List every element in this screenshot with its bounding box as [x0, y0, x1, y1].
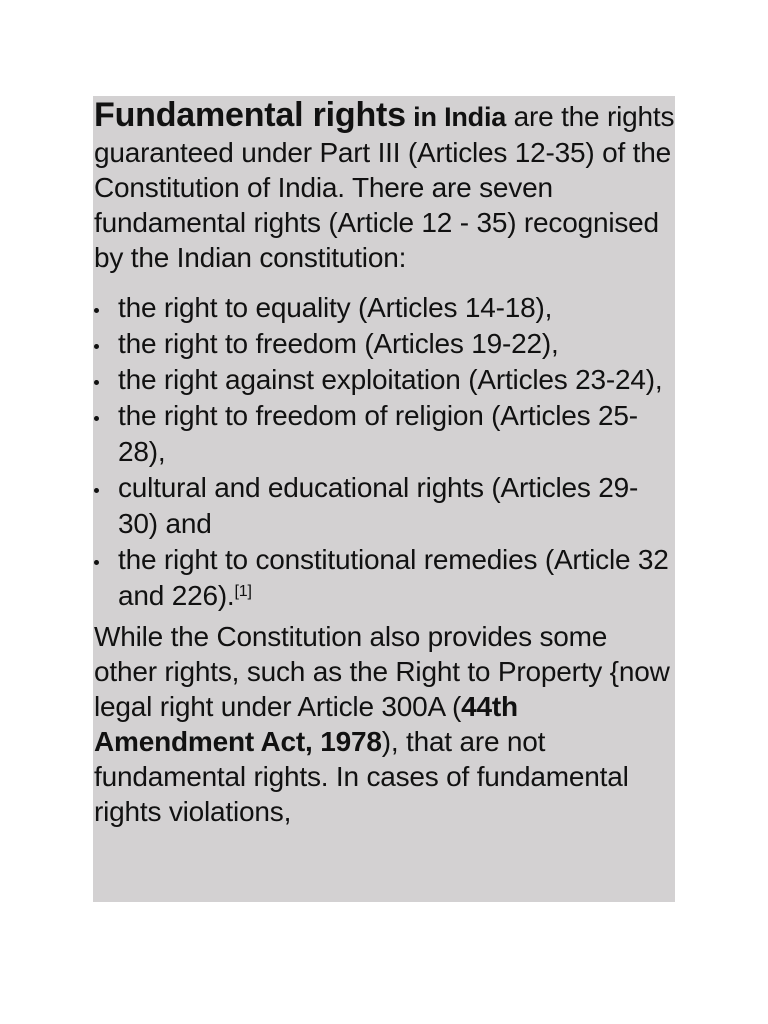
title-connector: in India: [405, 102, 507, 132]
bullet-icon: [94, 488, 99, 493]
list-item: [94, 362, 675, 398]
amendment-act-text: 44th Amendment Act, 1978: [94, 691, 518, 757]
right-text: the right to constitutional remedies (Article 32 and 226).: [118, 544, 669, 611]
right-text: the right against exploitation (Articles 23-24),: [118, 364, 663, 395]
closing-text-1: While the Constitution also provides some other rights, such as the Right to Property {now legal right under Article 300A (: [94, 621, 670, 722]
rights-list: [94, 290, 675, 614]
bullet-icon: [94, 308, 99, 313]
right-text: cultural and educational rights (Articles 29-30) and: [118, 472, 639, 539]
closing-paragraph: [94, 619, 675, 829]
article-title: Fundamental rights: [94, 96, 406, 134]
intro-text: are the rights guaranteed under Part III (Articles 12-35) of the Constitution of India. There are seven fundamental rights (Article 12 - 35) recognised by the Indian constitution:: [94, 101, 675, 273]
right-text: the right to freedom (Articles 19-22),: [118, 328, 559, 359]
list-item: [94, 470, 675, 542]
right-text: the right to equality (Articles 14-18),: [118, 292, 553, 323]
bullet-icon: [94, 344, 99, 349]
list-item: [94, 542, 675, 614]
list-item: [94, 398, 675, 470]
bullet-icon: [94, 416, 99, 421]
bullet-icon: [94, 380, 99, 385]
reference-link[interactable]: [1]: [234, 583, 252, 600]
article-text-block: [93, 96, 675, 902]
intro-paragraph: [94, 96, 675, 275]
closing-text-2: ), that are not fundamental rights. In cases of fundamental rights violations,: [94, 726, 629, 827]
list-item: [94, 326, 675, 362]
bullet-icon: [94, 560, 99, 565]
right-text: the right to freedom of religion (Articles 25-28),: [118, 400, 638, 467]
list-item: [94, 290, 675, 326]
